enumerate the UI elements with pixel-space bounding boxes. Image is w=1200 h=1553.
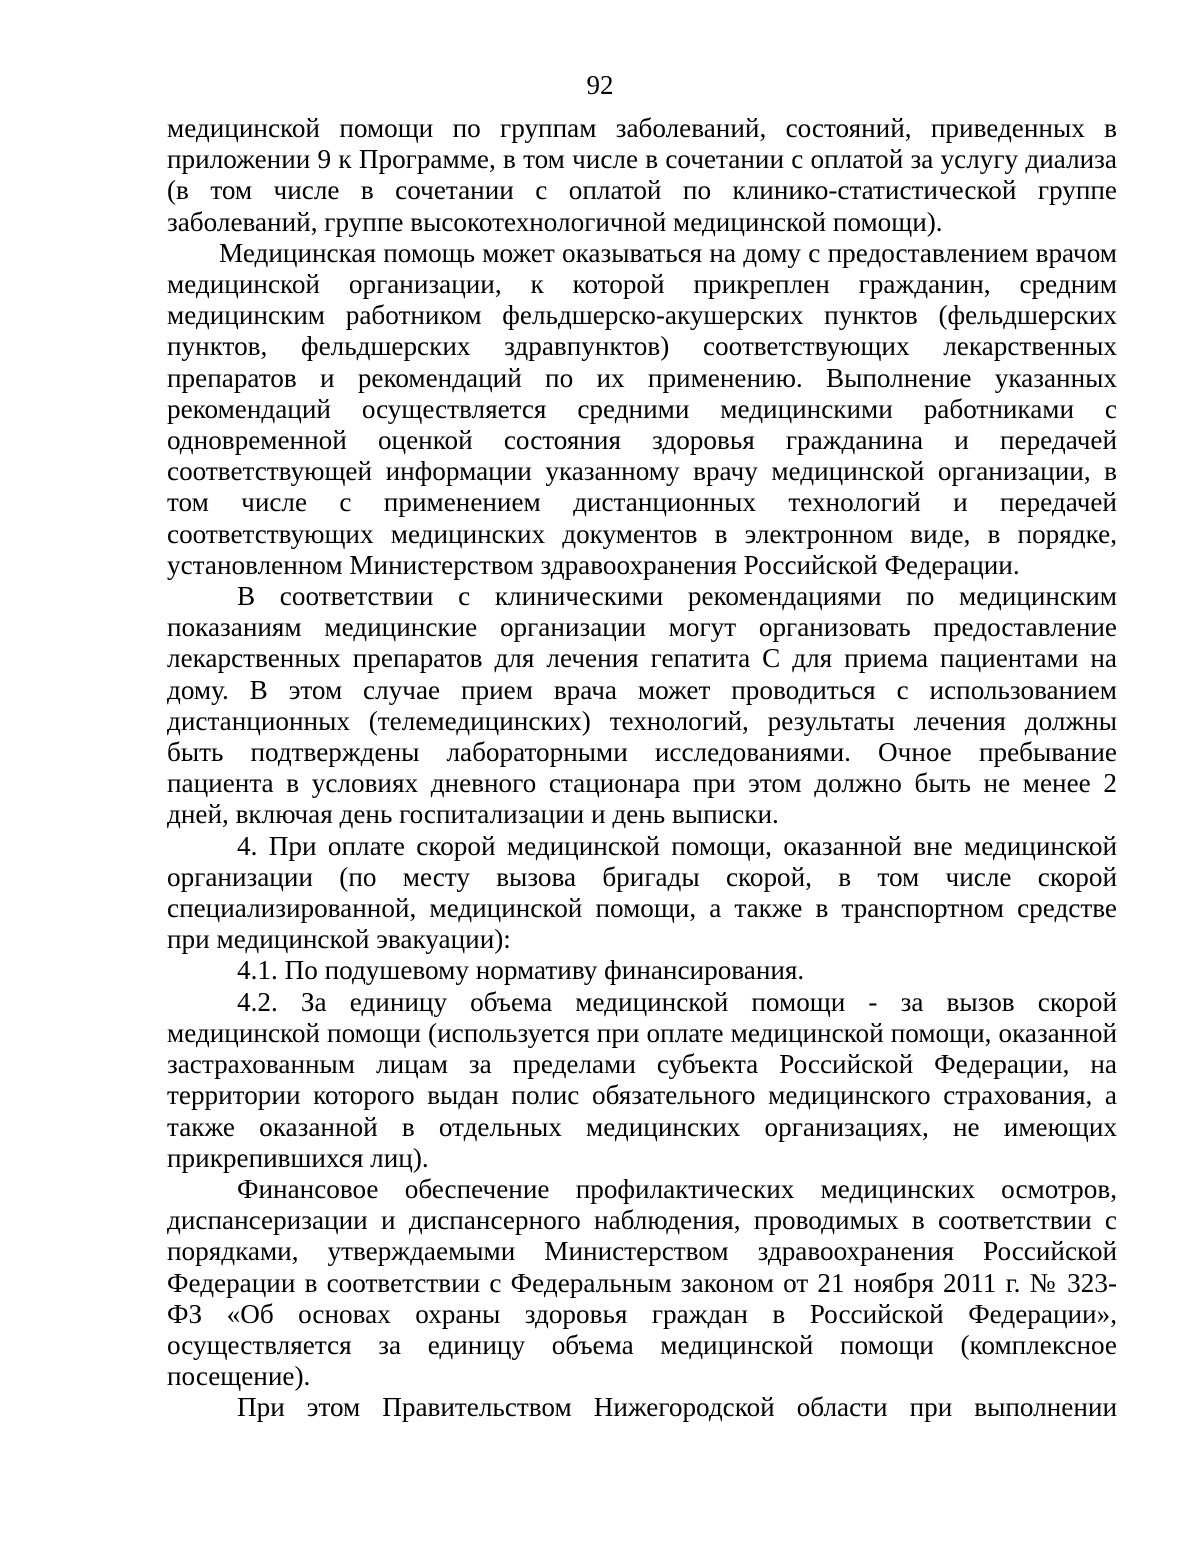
paragraph-hepatitis-c: В соответствии с клиническими рекомендациями по медицинским показаниям медицинские организации могут организовать предоставление лекарственных препаратов для лечения гепатита С для приема пациентами на дому. В этом случае прием врача может проводиться с использованием дистанционных (телемедицинских) технологий, результаты лечения должны быть подтверждены лабораторными исследованиями. Очное пребывание пациента в условиях дневного стационара при этом должно быть не менее 2 дней, включая день госпитализации и день выписки. — [167, 581, 1117, 830]
page-number: 92 — [586, 70, 614, 100]
paragraph-item-4-1: 4.1. По подушевому нормативу финансирования. — [237, 955, 805, 986]
paragraph-home-care: Медицинская помощь может оказываться на дому с предоставлением врачом медицинской организации, к которой прикреплен гражданин, средним медицинским работником фельдшерско-акушерских пунктов (фельдшерских пунктов, фельдшерских здравпунктов) соответствующих лекарственных препаратов и рекомендаций по их применению. Выполнение указанных рекомендаций осуществляется средними медицинскими работниками с одновременной оценкой состояния здоровья гражданина и передачей соответствующей информации указанному врачу медицинской организации, в том числе с применением дистанционных технологий и передачей соответствующих медицинских документов в электронном виде, в порядке, установленном Министерством здравоохранения Российской Федерации. — [167, 237, 1117, 580]
paragraph-item-4: 4. При оплате скорой медицинской помощи, оказанной вне медицинской организации (по месту вызова бригады скорой, в том числе скорой специализированной, медицинской помощи, а также в транспортном средстве при медицинской эвакуации): — [167, 830, 1117, 955]
paragraph-continuation: медицинской помощи по группам заболеваний, состояний, приведенных в приложении 9 к Программе, в том числе в сочетании с оплатой за услугу диализа (в том числе в сочетании с оплатой по клинико-статистической группе заболеваний, группе высокотехнологичной медицинской помощи). — [167, 113, 1117, 237]
paragraph-preventive-exams: Финансовое обеспечение профилактических медицинских осмотров, диспансеризации и диспансерного наблюдения, проводимых в соответствии с порядками, утверждаемыми Министерством здравоохранения Российской Федерации в соответствии с Федеральным законом от 21 ноября 2011 г. № 323-ФЗ «Об основах охраны здоровья граждан в Российской Федерации», осуществляется за единицу объема медицинской помощи (комплексное посещение). — [167, 1173, 1117, 1392]
paragraph-item-4-2: 4.2. За единицу объема медицинской помощи - за вызов скорой медицинской помощи (используется при оплате медицинской помощи, оказанной застрахованным лицам за пределами субъекта Российской Федерации, на территории которого выдан полис обязательного медицинского страхования, а также оказанной в отдельных медицинских организациях, не имеющих прикрепившихся лиц). — [167, 986, 1117, 1173]
document-body — [167, 113, 1117, 1424]
paragraph-government-note: При этом Правительством Нижегородской области при выполнении — [237, 1392, 1117, 1423]
